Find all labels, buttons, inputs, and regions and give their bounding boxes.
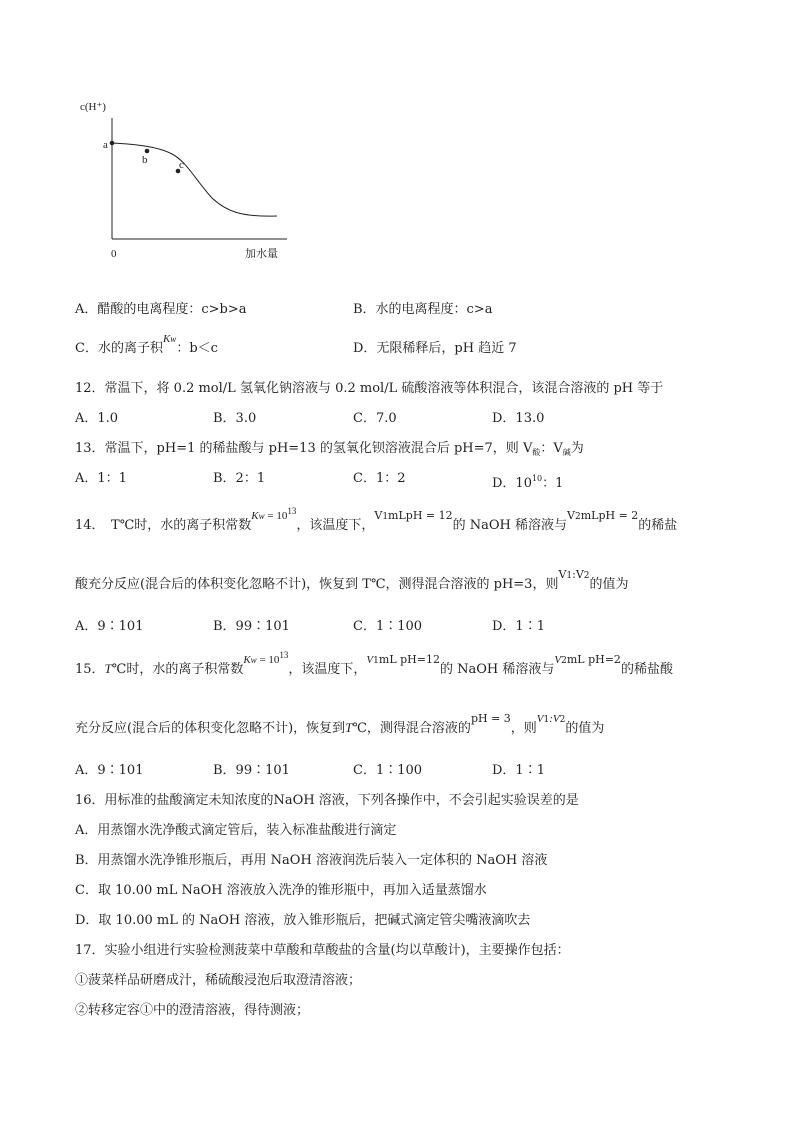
- q14-option-b: B．99∶101: [213, 619, 290, 634]
- q15-v1: V1mL pH=12: [366, 653, 440, 666]
- q16-stem: 16．用标准的盐酸滴定未知浓度的NaOH 溶液，下列各操作中，不会引起实验误差的是: [75, 793, 579, 808]
- point-b-label: b: [142, 154, 148, 166]
- q14-option-a: A．9∶101: [75, 619, 144, 634]
- q17-step-2: ②转移定容①中的澄清溶液，得待测液；: [75, 1003, 310, 1018]
- q11-option-d: D．无限稀释后，pH 趋近 7: [353, 341, 517, 356]
- q16-option-c: C．取 10.00 mL NaOH 溶液放入洗净的锥形瓶中，再加入适量蒸馏水: [75, 883, 487, 898]
- q12-option-a: A．1.0: [75, 411, 119, 426]
- q15-ratio: V1:V2: [536, 713, 566, 725]
- q15-kw: Kw = 1013: [243, 650, 289, 666]
- q12-option-c: C．7.0: [353, 411, 397, 426]
- q13-option-b: B．2：1: [213, 471, 266, 486]
- y-axis-label: c(H⁺): [80, 101, 106, 113]
- kw-symbol: Kw: [162, 333, 177, 345]
- q14-stem-line1: 14． T℃时，水的离子积常数$^{Kw = 10^{13}}$，该温度下，$^{V1mLpH = 12}$的 NaOH 稀溶液与$^{V2mLpH = 2}$的稀盐: [75, 506, 678, 533]
- q11-option-c: [75, 333, 218, 358]
- q14-ratio: V1:V2: [558, 568, 590, 581]
- q11-option-a: A．醋酸的电离程度：c>b>a: [75, 302, 247, 317]
- point-c-label: c: [179, 159, 184, 171]
- q16-option-d: D．取 10.00 mL 的 NaOH 溶液，放入锥形瓶后，把碱式滴定管尖嘴液滴吹去: [75, 913, 531, 928]
- q11-option-b: B．水的电离程度：c>a: [353, 302, 493, 317]
- q14-stem-line2: 酸充分反应(混合后的体积变化忽略不计)，恢复到 T℃，测得混合溶液的 pH=3，则$^{V1:V2}$的值为: [75, 568, 629, 592]
- q15-option-b: B．99∶101: [213, 763, 290, 778]
- q15-stem-line1: 15．T℃时，水的离子积常数$^{Kw = 10^{13}}$，该温度下，$^{V1mL pH=12}$的 NaOH 稀溶液与$^{V2mL pH=2}$的稀盐酸: [75, 650, 673, 677]
- origin-label: 0: [111, 248, 117, 260]
- point-a: [110, 141, 115, 146]
- q11-option-c-suffix: ：b＜c: [176, 341, 218, 356]
- q11-option-c-prefix: C．水的离子积: [75, 341, 163, 356]
- q14-option-d: D．1∶1: [492, 619, 545, 634]
- point-b: [145, 149, 150, 154]
- q14-v2: V2mLpH = 2: [567, 509, 639, 522]
- q15-stem-line2: 充分反应(混合后的体积变化忽略不计)，恢复到T℃，测得混合溶液的$^{pH = 3}$，则$^{V1:V2}$的值为: [75, 712, 605, 736]
- q13-stem: 13．常温下，pH=1 的稀盐酸与 pH=13 的氢氧化钡溶液混合后 pH=7，则 $V_酸$：$V_碱$为: [75, 441, 584, 457]
- q14-v1: V1mLpH = 12: [374, 509, 453, 522]
- q13-option-a: A．1：1: [75, 471, 127, 486]
- q15-option-d: D．1∶1: [492, 763, 545, 778]
- q13-option-c: C．1：2: [353, 471, 406, 486]
- q17-step-1: ①菠菜样品研磨成汁，稀硫酸浸泡后取澄清溶液；: [75, 973, 362, 988]
- point-a-label: a: [103, 139, 108, 151]
- q14-option-c: C．1∶100: [353, 619, 423, 634]
- q13-option-d: D．$10^{10}$：1: [492, 474, 564, 491]
- q15-option-a: A．9∶101: [75, 763, 144, 778]
- q16-option-a: A．用蒸馏水洗净酸式滴定管后，装入标准盐酸进行滴定: [75, 823, 397, 838]
- q15-option-c: C．1∶100: [353, 763, 423, 778]
- concentration-curve: [112, 143, 277, 216]
- q12-stem: 12．常温下，将 0.2 mol/L 氢氧化钠溶液与 0.2 mol/L 硫酸溶液等体积混合，该混合溶液的 pH 等于: [75, 381, 664, 396]
- titration-graph: [72, 96, 312, 266]
- q15-ph: pH = 3: [470, 712, 511, 725]
- x-axis-label: 加水量: [245, 248, 278, 260]
- q16-option-b: B．用蒸馏水洗净锥形瓶后，再用 NaOH 溶液润洗后装入一定体积的 NaOH 溶液: [75, 853, 548, 868]
- q12-option-b: B．3.0: [213, 411, 257, 426]
- q12-option-d: D．13.0: [492, 411, 545, 426]
- q15-v2: V2mL pH=2: [554, 653, 621, 666]
- q14-kw: Kw = 1013: [251, 506, 297, 522]
- q17-stem: 17．实验小组进行实验检测菠菜中草酸和草酸盐的含量(均以草酸计)，主要操作包括：: [75, 943, 570, 958]
